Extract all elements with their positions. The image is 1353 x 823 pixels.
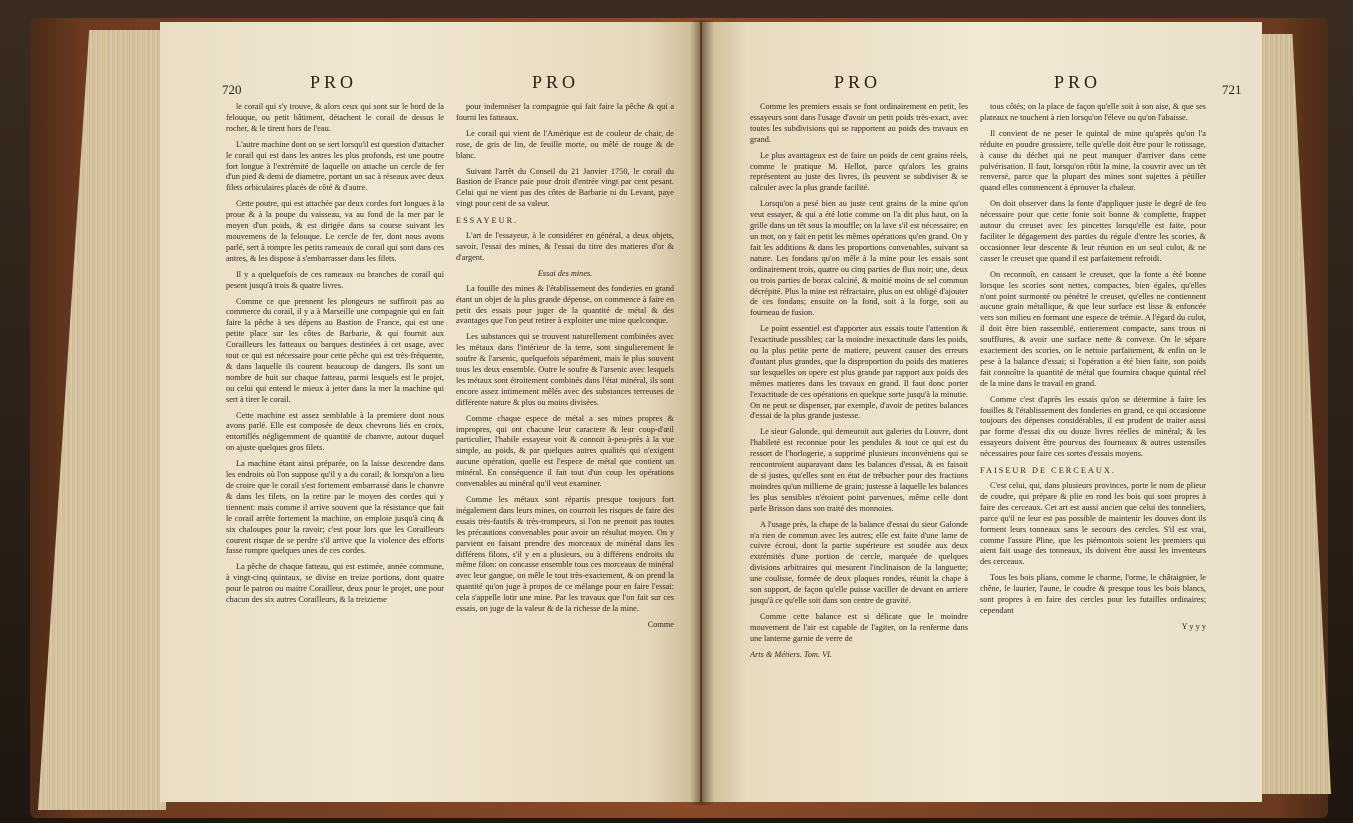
paragraph: La machine étant ainsi préparée, on la laisse descendre dans les endroits où l'on suppose qu'il y a du corail; & lorsqu'on a lieu de croire que le corail s'est fortement embarrassé dans le chanvre & dans les filets, on la retire par le moyen des cordes qui y tiennent: mais comme il arrive souvent que la résistance que fait le corail arrête fortement la machine, on emploie jusqu'à cinq & six chaloupes pour la ravoir; c'est pour lors que les Corailleurs courent risque de se perdre s'il arrive que la violence des efforts fasse rompre quelques unes de ces cordes.: [226, 459, 444, 556]
paragraph: Cette machine est assez semblable à la premiere dont nous avons parlé. Elle est composée de deux chevrons liés en croix, entortillés négligemment de quantité de chanvre, autour duquel on ajuste quelques gros filets.: [226, 410, 444, 453]
book-gutter: [690, 20, 714, 805]
page-number-right: 721: [1222, 82, 1242, 97]
right-page: [702, 22, 1262, 802]
section-title: FAISEUR DE CERCEAUX.: [980, 466, 1116, 476]
paragraph: Il convient de ne peser le quintal de mine qu'après qu'on l'a réduite en poudre grossiere, telle qu'elle doit être pour le rotissage, à cause du déchet qui ne peut manquer d'arriver dans cette pulvérisation. Il faut, lorsqu'on rôtit la mine, la couvrir avec un têt renversé, parce que la plupart des mines sont sujettes à pétiller quand elles commencent à éprouver la chaleur.: [980, 128, 1206, 193]
left-page: [160, 22, 700, 802]
paragraph: Cette poutre, qui est attachée par deux cordes fort longues à la proue & à la poupe du vaisseau, va au fond de la mer par le moyen d'un poids, & est dirigée dans sa course suivant les mouvemens de la felouque. Le cercle de fer, dont nous avons parlé, sert à rompre les petits rameaux de corail qui sont dans ces antres, & les dispose à s'embarrasser dans les filets.: [226, 199, 444, 263]
paragraph: La pêche de chaque fatteau, qui est estimée, année commune, à vingt-cinq quintaux, se divise en treize portions, dont quatre pour le patron ou maitre Corailleur, deux pour le projet, une pour chacun des six autres Corailleurs, & la treizieme: [226, 562, 444, 605]
paragraph: le corail qui s'y trouve, & alors ceux qui sont sur le bord de la felouque, ou petit bâtiment, détachent le corail de dessus le rocher, & le tirent hors de l'eau.: [226, 102, 444, 133]
paragraph: Comme les premiers essais se font ordinairement en petit, les essayeurs sont dans l'usage d'avoir un petit poids très-exact, avec toutes les subdivisions qui se rapportent au poids des travaux en grand.: [750, 102, 968, 144]
paragraph: L'autre machine dont on se sert lorsqu'il est question d'attacher le corail qui est dans les antres les plus profonds, est une poutre fort longue à l'extrémité de laquelle on attache un cercle de fer d'un pied & demi de diametre, portant un sac à réseaux avec deux filets orbiculaires placés de côté & d'autre.: [226, 139, 444, 193]
paragraph: C'est celui, qui, dans plusieurs provinces, porte le nom de plieur de coudre, qui prépare & plie en rond les bois qui sont propres à faire des cerceaux. Cet art est aussi ancien que celui des tonneliers, parce qu'il ne leur est pas possible de maintenir les douves dont ils forment leurs tonneaux sans le secours des cercles. S'il est vrai, comme l'assure Pline, que les piémontois soient les premiers qui aient fait usage des tonneaux, ils doivent être aussi les inventeurs des cerceaux.: [980, 481, 1206, 567]
right-page-column-1: [750, 102, 968, 666]
left-page-column-2: [456, 102, 674, 636]
paragraph: Le plus avantageux est de faire un poids de cent grains réels, comme le pratique M. Hellot, parce qu'alors les grains représentent au juste des livres, ils peuvent se subdiviser & se calculer avec la plus grande facilité.: [750, 150, 968, 193]
paragraph: On doit observer dans la fonte d'appliquer juste le degré de feu nécessaire pour que cette fonte soit bonne & complette, frapper autour du creuset avec les pincettes lorsqu'elle est faite, pour faciliter le dégagement des parties du régule d'entre les scories, & occasionner leur descente & leur réunion en un seul culot, & ne casser le creuset que quand il est parfaitement refroidi.: [980, 199, 1206, 263]
paragraph: Il y a quelquefois de ces rameaux ou branches de corail qui pesent jusqu'à trois & quatre livres.: [226, 269, 444, 290]
paragraph: Comme cette balance est si délicate que le moindre mouvement de l'air est capable de l'agiter, on la renferme dans une lanterne garnie de verre de: [750, 611, 968, 643]
footer-volume: Arts & Métiers. Tom. VI.: [750, 649, 832, 659]
paragraph: Les substances qui se trouvent naturellement combinées avec les métaux dans l'intérieur de la terre, sont singulierement le soufre & l'arsenic, quelquefois séparément, mais le plus souvent tous les deux ensemble. Outre le soufre & l'arsenic avec lesquels les métaux sont étroitement combinés dans l'état minéral, ils sont encore assez intimement mêlés avec des substances terreuses de différente nature & plus ou moins divisées.: [456, 332, 674, 407]
running-head-right-1: PRO: [834, 72, 882, 92]
paragraph: Lorsqu'on a pesé bien au juste cent grains de la mine qu'on veut essayer, & qui a été lotie comme on l'a dit plus haut, on la grille dans un têt sous la mouffle; on la lave s'il est nécessaire; en un mot, on y fait en petit les mêmes opérations qu'en grand. On y fait les additions & dans les proportions convenables, suivant sa nature. Les fondans qu'on mêle à la mine pour les essais sont ordinairement trois, quatre ou cinq parties de flux noir; une, deux ou trois parties de borax calciné, & moitié moins de sel commun décrépité. Plus la mine est réfractaire, plus on est obligé d'ajouter de ces fondans; ensuite on la fond, soit à la forge, soit au fourneau de fusion.: [750, 199, 968, 318]
paragraph: Le point essentiel est d'apporter aux essais toute l'attention & l'exactitude possibles; car la moindre inexactitude dans les poids, ou la plus petite perte de matiere, peuvent causer des erreurs d'autant plus grandes, que la disproportion du poids des matieres sur lesquelles on opere est plus grande par rapport aux poids des mêmes matieres dans les travaux en grand. Il faut donc porter l'exactitude de ces opérations en quelque sorte jusqu'à la minutie. On ne peut se dispenser, par exemple, d'avoir de petites balances d'essai de la plus grande justesse.: [750, 324, 968, 421]
paragraph: L'art de l'essayeur, à le considérer en général, a deux objets, savoir, l'essai des mines, & l'essai du titre des matieres d'or & d'argent.: [456, 231, 674, 262]
paragraph: pour indemniser la compagnie qui fait faire la pêche & qui a fourni les fatteaux.: [456, 102, 674, 122]
paragraph: Le sieur Galonde, qui demeuroit aux galeries du Louvre, dont l'habileté est reconnue pour les pendules & tout ce qui est du ressort de l'horlogerie, a supprimé plusieurs inconvéniens qui se rencontroient auparavant dans les balances d'essai, & en faisoit de si justes, qu'elles sont en état de trébucher pour des fractions moindres qu'un millieme de grain; justesse à laquelle les balances les plus sensibles n'étoient point parvenues, même celle dont parle Brisson dans son traité des monnoies.: [750, 427, 968, 513]
page-number-left: 720: [222, 82, 242, 97]
paragraph: La fouille des mines & l'établissement des fonderies en grand étant un objet de la plus grande dépense, on commence à faire en petit des essais pour juger de la quantité de métal & des avantages que l'on peut retirer à exploiter une mine quelconque.: [456, 283, 674, 326]
paragraph: Tous les bois plians, comme le charme, l'orme, le châtaignier, le chêne, le laurier, l'aune, le coudre & presque tous les bois blancs, sont propres à en faire des cercles pour les futailles ordinaires; cependant: [980, 573, 1206, 615]
paragraph: tous côtés; on la place de façon qu'elle soit à son aise, & que ses plateaux ne touchent à rien lorsqu'on l'éleve ou qu'on l'abaisse.: [980, 102, 1206, 122]
running-head-left-1: PRO: [310, 72, 358, 92]
paragraph: Comme les métaux sont répartis presque toujours fort inégalement dans leurs mines, on courroit les risques de faire des essais très-fautifs & très-trompeurs, si l'on ne prenoit pas toutes les précautions convenables pour avoir un résultat moyen. On y parvient en faisant prendre des morceaux de minéral dans les différens filons, s'il y en a plusieurs, ou à différens endroits du même filon: on concasse ensemble tous ces morceaux de minéral avec leur gangue, on mêle le tout très-exactement, & on prend la quantité qu'on juge à propos de ce mélange pour en faire l'essai: cela s'appelle lotir une mine. Par les travaux que l'on fait sur ces essais, on juge de la valeur & de la richesse de la mine.: [456, 495, 674, 614]
paragraph: Comme c'est d'après les essais qu'on se détermine à faire les fouilles & l'établissement des fonderies en grand, ce qui occasionne toujours des dépenses considérables, il est prudent de traiter aussi par forme d'essai dix ou douze livres réelles de minéral; & les essayeurs doivent être pourvus des fourneaux & autres ustensiles nécessaires pour faire ces sortes d'essais moyens.: [980, 394, 1206, 459]
left-page-column-1: [226, 102, 444, 611]
running-head-left-2: PRO: [532, 72, 580, 92]
signature-mark: Y y y y: [1181, 621, 1206, 631]
catchword: Comme: [647, 619, 674, 629]
paragraph: Suivant l'arrêt du Conseil du 21 Janvier 1750, le corail du Bastion de France paie pour droit d'entrée vingt par cent pesant. Celui qui ne vient pas des côtes de Barbarie ni du Levant, paye vingt pour cent de sa valeur.: [456, 166, 674, 209]
paragraph: On reconnoît, en cassant le creuset, que la fonte a été bonne lorsque les scories sont nettes, compactes, bien égales, qu'elles n'ont point surmonté ou pénétré le creuset, qu'elles ne contiennent aucune grain métallique, & que leur surface est lisse & enfoncée vers son milieu en formant une espece de trémie. A l'égard du culot, il doit être bien rassemblé, entierement compacte, sans trous ni soufflures, & avoir une surface nette & convexe. On le sépare exactement des scories, on le nettoie parfaitement, & enfin on le pese à la balance d'essai; si l'opération a été bien faite, son poids fait connoître la quantité de métal que fournira chaque quintal réel de la mine dans le travail en grand.: [980, 269, 1206, 388]
paragraph: Le corail qui vient de l'Amérique est de couleur de chair, de rose, de gris de lin, de feuille morte, ou mêlé de rouge & de blanc.: [456, 128, 674, 160]
paragraph: Comme ce que prennent les plongeurs ne suffiroit pas au commerce du corail, il y a à Marseille une compagnie qui en fait faire la pêche à ses dépens au Bastion de France, qui est une petite place sur les côtes de Barbarie, & qui fournit aux Corailleurs les fatteaux ou barques destinées à cet usage, avec tout ce qui est nécessaire pour cette pêche qui est très-fréquente, & dans laquelle ils courent beaucoup de dangers. Ils sont un nombre de huit sur chaque fatteau, parmi lesquels est le projet, ou celui qui entend le mieux à jetter dans la mer la machine qui sert à tirer le corail.: [226, 296, 444, 404]
paragraph: A l'usage près, la chape de la balance d'essai du sieur Galonde n'a rien de commun avec les autres; elle est faite d'une lame de cuivre écroui, dont la partie supérieure est soudée aux deux extrémités d'une portion de cercle, marquée de quelques divisions arbitraires qui mesurent l'inclinaison de la languette; une coulisse, formée de deux plaques rondes, réunit la chape à son support, de façon qu'elle puisse vaciller de devant en arriere jusqu'à ce qu'elle soit dans son centre de gravité.: [750, 519, 968, 605]
paragraph: Comme chaque espece de métal a ses mines propres & impropres, qui ont chacune leur caractere & leur coup-d'œil particulier, l'habile essayeur voit & connoit à-peu-près à la vue simple, au poids, & par quelques autres qualités qui n'exigent aucune opération, quelle est l'espece de métal que contient un minéral. En conséquence il fait tout d'un coup les opérations convenables au minéral qu'il veut examiner.: [456, 413, 674, 489]
section-title: ESSAYEUR.: [456, 216, 519, 226]
right-page-column-2: [980, 102, 1206, 638]
subheading: Essai des mines.: [537, 268, 593, 278]
running-head-right-2: PRO: [1054, 72, 1102, 92]
